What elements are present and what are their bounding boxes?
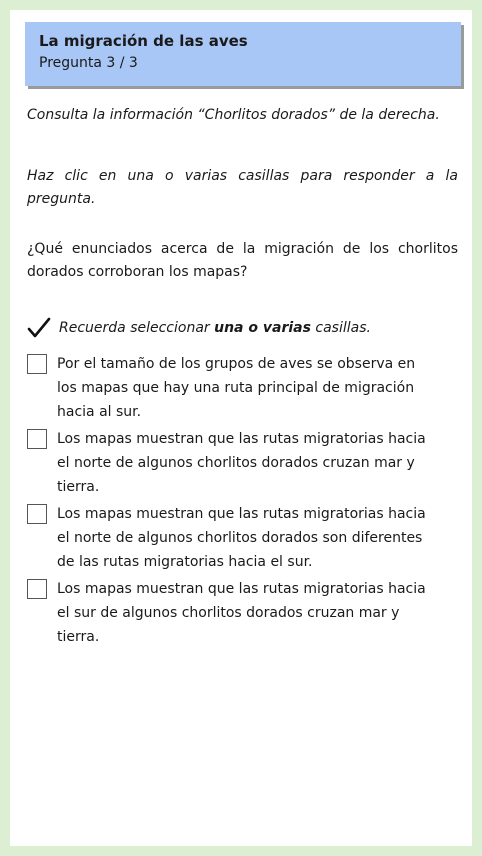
selection-reminder [27,316,458,340]
checkbox[interactable] [27,579,47,599]
consult-instruction: Consulta la información “Chorlitos dorados” de la derecha. [27,107,440,123]
click-instruction: Haz clic en una o varias casillas para responder a la pregunta. [27,168,458,207]
answer-option-1[interactable] [27,352,458,424]
answer-option-4[interactable] [27,577,458,649]
question-counter: Pregunta 3 / 3 [39,55,138,71]
question-header [25,22,461,86]
unit-title: La migración de las aves [39,32,248,50]
option-label[interactable]: Los mapas muestran que las rutas migratorias hacia el norte de algunos chorlitos dorados son diferentes de las rutas migratorias hacia el sur. [57,506,426,570]
checkbox[interactable] [27,354,47,374]
answer-option-2[interactable] [27,427,458,499]
question-panel [10,10,472,846]
checkbox[interactable] [27,504,47,524]
reminder-text: Recuerda seleccionar una o varias casillas. [59,319,371,336]
answer-options [27,352,458,652]
option-label[interactable]: Los mapas muestran que las rutas migratorias hacia el norte de algunos chorlitos dorados cruzan mar y tierra. [57,431,426,495]
reminder-emphasis: una o varias [214,319,311,336]
checkbox[interactable] [27,429,47,449]
option-label[interactable]: Por el tamaño de los grupos de aves se observa en los mapas que hay una ruta principal de migración hacia al sur. [57,356,416,420]
option-label[interactable]: Los mapas muestran que las rutas migratorias hacia el sur de algunos chorlitos dorados cruzan mar y tierra. [57,581,426,645]
checkmark-icon [27,317,51,339]
answer-option-3[interactable] [27,502,458,574]
question-text: ¿Qué enunciados acerca de la migración de los chorlitos dorados corroboran los mapas? [27,241,458,280]
